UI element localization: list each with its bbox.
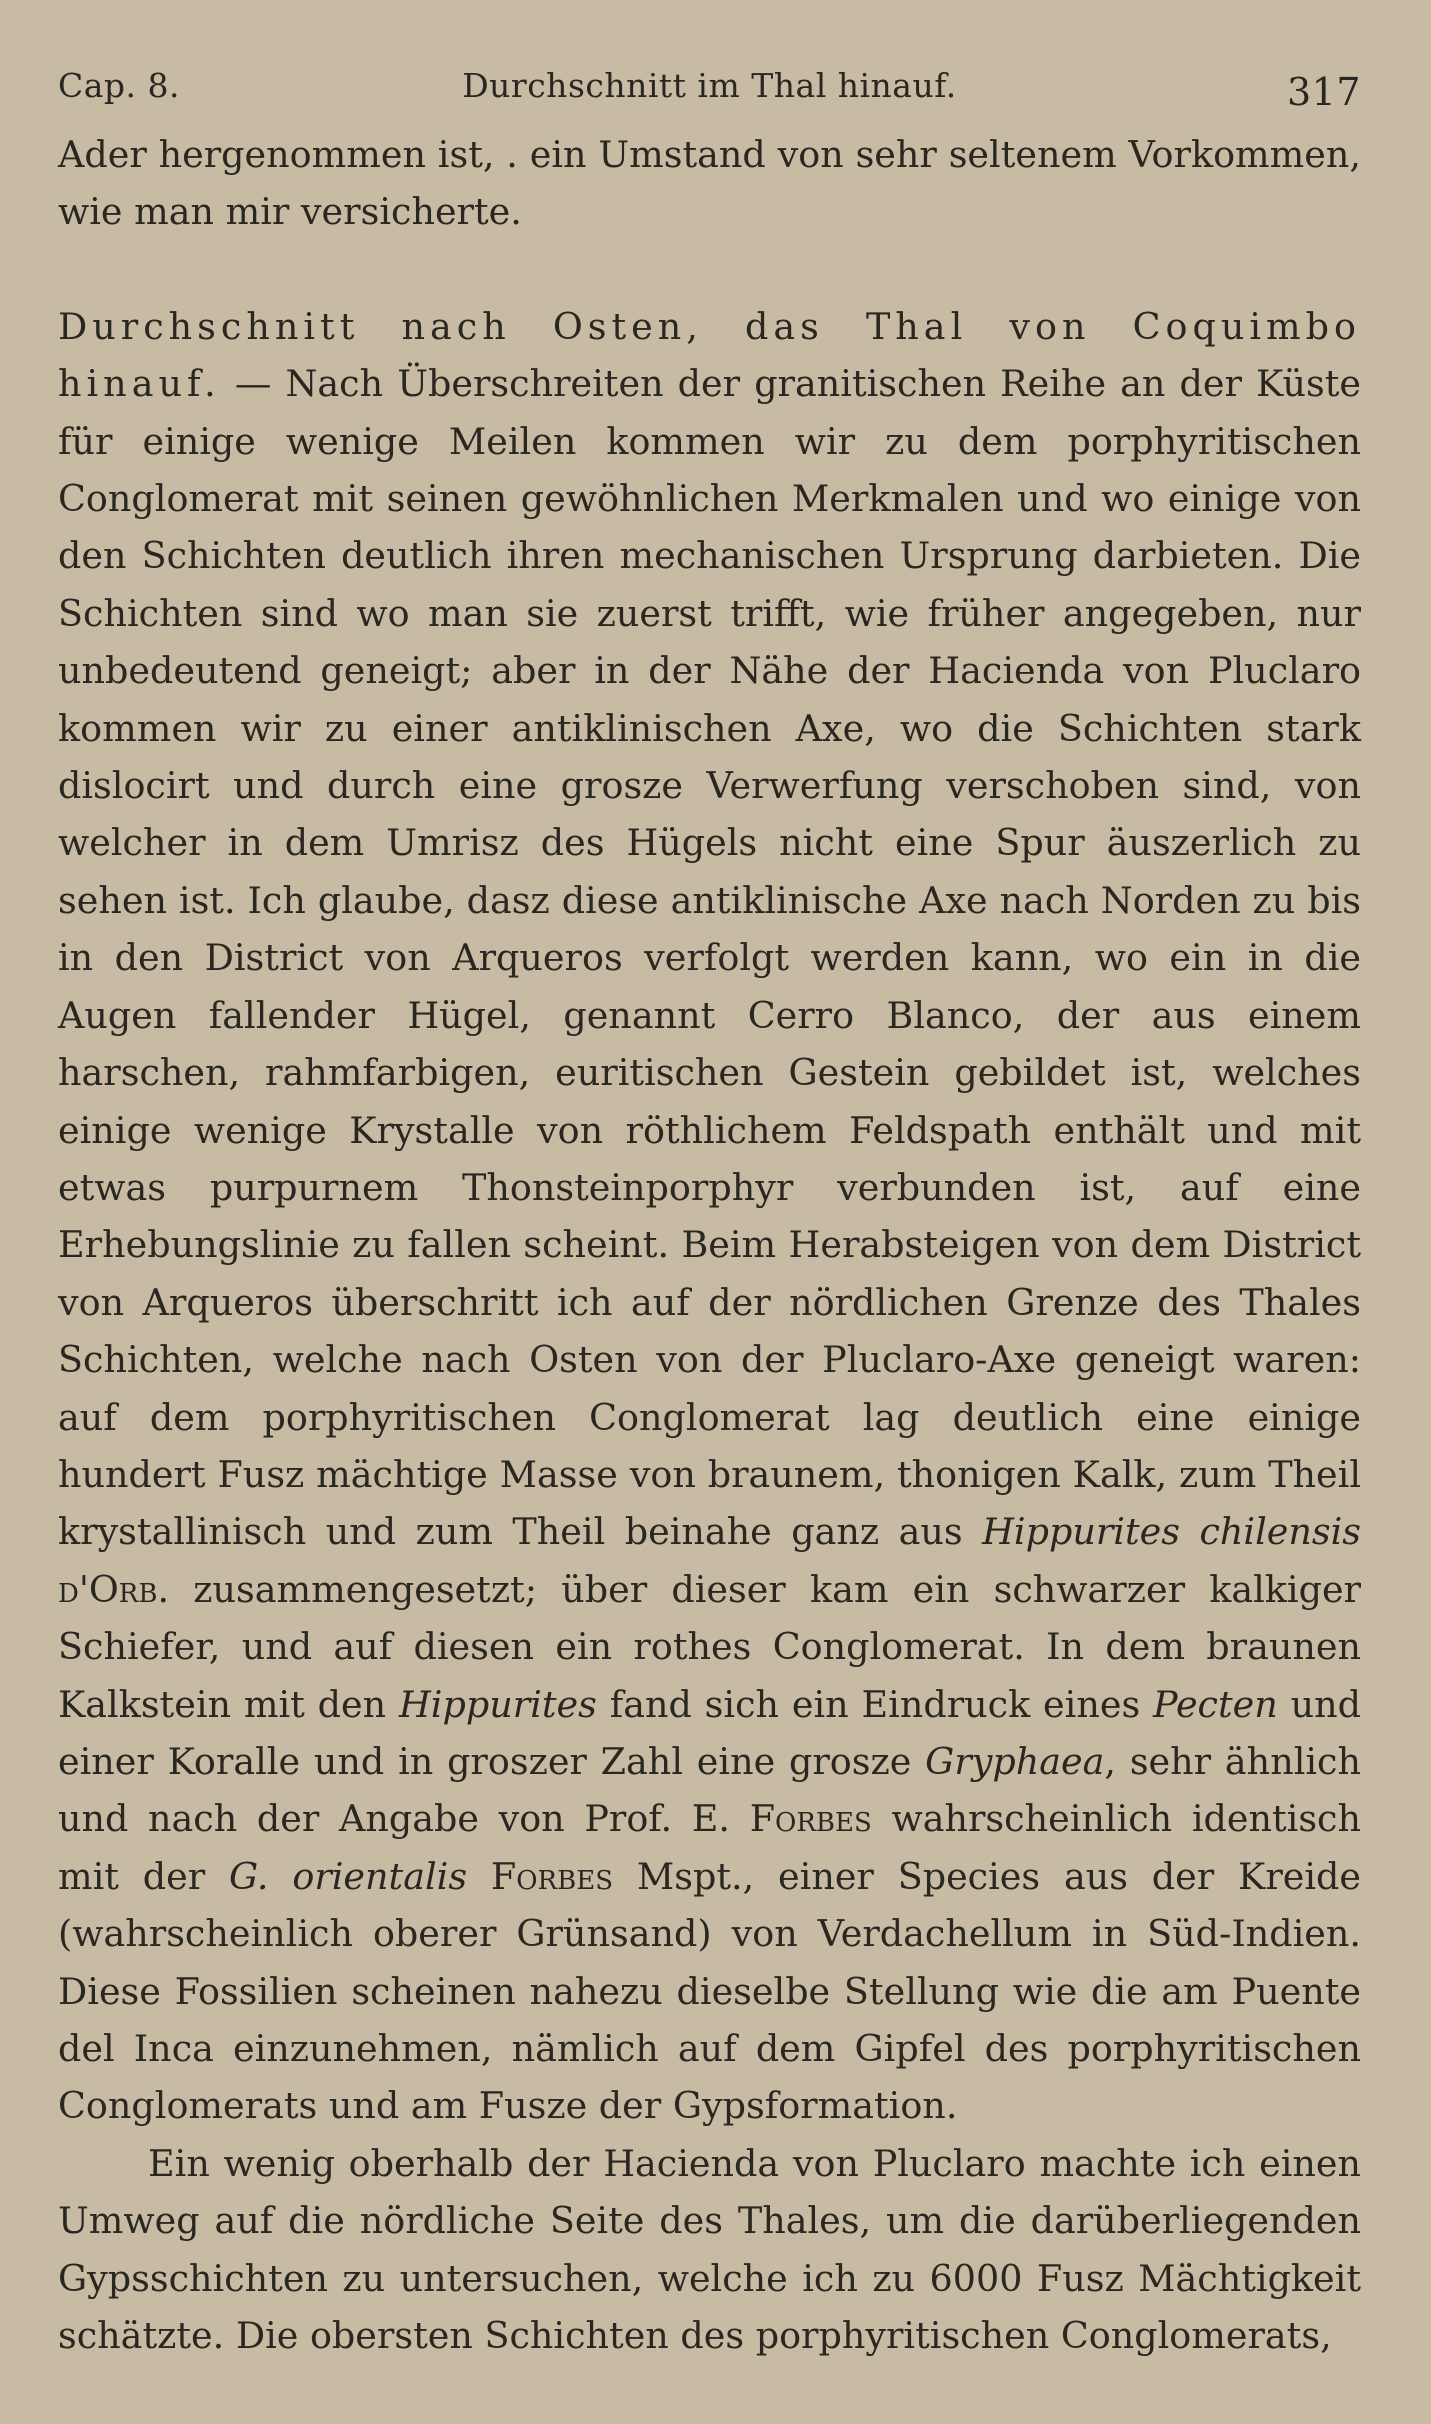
chapter-label: Cap. 8. (58, 66, 181, 105)
section-heading: Durchschnitt nach Osten, das Thal von Coquimbo hinauf. (58, 304, 1361, 406)
taxon-name: G. orientalis (229, 1854, 468, 1898)
text-segment (467, 1855, 491, 1898)
text-segment: Ader hergenommen ist, . ein Umstand von sehr seltenem Vorkommen, wie man mir versicherte. (58, 133, 1361, 234)
running-head (58, 60, 1361, 120)
text-segment: fand sich ein Eindruck eines (596, 1682, 1154, 1726)
text-segment: wahrscheinlich identisch mit der (58, 1797, 1362, 1898)
text-segment: Mspt., einer Species aus der Kreide (wahrscheinlich oberer Grünsand) von Verdachellum in Süd-Indien. Diese Fossilien scheinen nahezu dieselbe Stellung wie die am Puente del Inca einzunehmen, nämlich auf dem Gipfel des porphyritischen Conglomerats und am Fusze der Gypsformation. (58, 1854, 1362, 2128)
text-segment: — Nach Überschreiten der granitischen Reihe an der Küste für einige wenige Meilen kommen wir zu dem porphyritischen Conglomerat mit seinen gewöhnlichen Merkmalen und wo einige von den Schichten deutlich ihren mechanischen Ursprung darbieten. Die Schichten sind wo man sie zuerst trifft, wie früher angegeben, nur unbedeutend geneigt; aber in der Nähe der Hacienda von Pluclaro kommen wir zu einer antiklinischen Axe, wo die Schichten stark dislocirt und durch eine grosze Verwerfung verschoben sind, von welcher in dem Umrisz des Hügels nicht eine Spur äuszerlich zu sehen ist. Ich glaube, dasz diese antiklinische Axe nach Norden zu bis in den District von Arqueros verfolgt werden kann, wo ein in die Augen fallender Hügel, genannt Cerro Blanco, der aus einem harschen, rahmfarbigen, euritischen Gestein gebildet ist, welches einige wenige Krystalle von röthlichem Feldspath enthält und mit etwas purpurnem Thonsteinporphyr verbunden ist, auf eine Erhebungslinie zu fallen scheint. Beim Herabsteigen von dem District von Arqueros überschritt ich auf der nördlichen Grenze des Thales Schichten, welche nach Osten von der Pluclaro-Axe geneigt waren: auf dem porphyritischen Conglomerat lag deutlich eine einige hundert Fusz mächtige Masse von braunem, thonigen Kalk, zum Theil krystallinisch und zum Theil beinahe ganz aus (58, 362, 1361, 1554)
page-number: 317 (1286, 70, 1361, 114)
taxon-name: Pecten (1153, 1682, 1278, 1726)
body-text (58, 126, 1361, 2364)
author-name: Forbes (749, 1797, 872, 1841)
text-segment: , sehr ähnlich und nach der Angabe von Prof. E. (58, 1739, 1361, 1841)
author-name: Forbes (490, 1854, 614, 1898)
text-segment: und einer Koralle und in groszer Zahl eine grosze (58, 1682, 1362, 1783)
taxon-name: Hippurites (398, 1682, 597, 1726)
paragraph (58, 298, 1361, 2135)
paragraph (58, 2135, 1361, 2365)
taxon-name: Hippurites chilensis (982, 1510, 1361, 1554)
taxon-name: Gryphaea (925, 1739, 1105, 1783)
author-name: d'Orb. (58, 1567, 170, 1611)
text-segment: zusammengesetzt; über dieser kam ein schwarzer kalkiger Schiefer, und auf diesen ein rothes Conglomerat. In dem braunen Kalkstein mit den (58, 1567, 1361, 1726)
paragraph (58, 126, 1361, 241)
running-title: Durchschnitt im Thal hinauf. (462, 66, 957, 105)
text-segment: Ein wenig oberhalb der Hacienda von Pluclaro machte ich einen Umweg auf die nördliche Seite des Thales, um die darüberliegenden Gypsschichten zu untersuchen, welche ich zu 6000 Fusz Mächtigkeit schätzte. Die obersten Schichten des porphyritischen Conglomerats, (58, 2141, 1361, 2358)
